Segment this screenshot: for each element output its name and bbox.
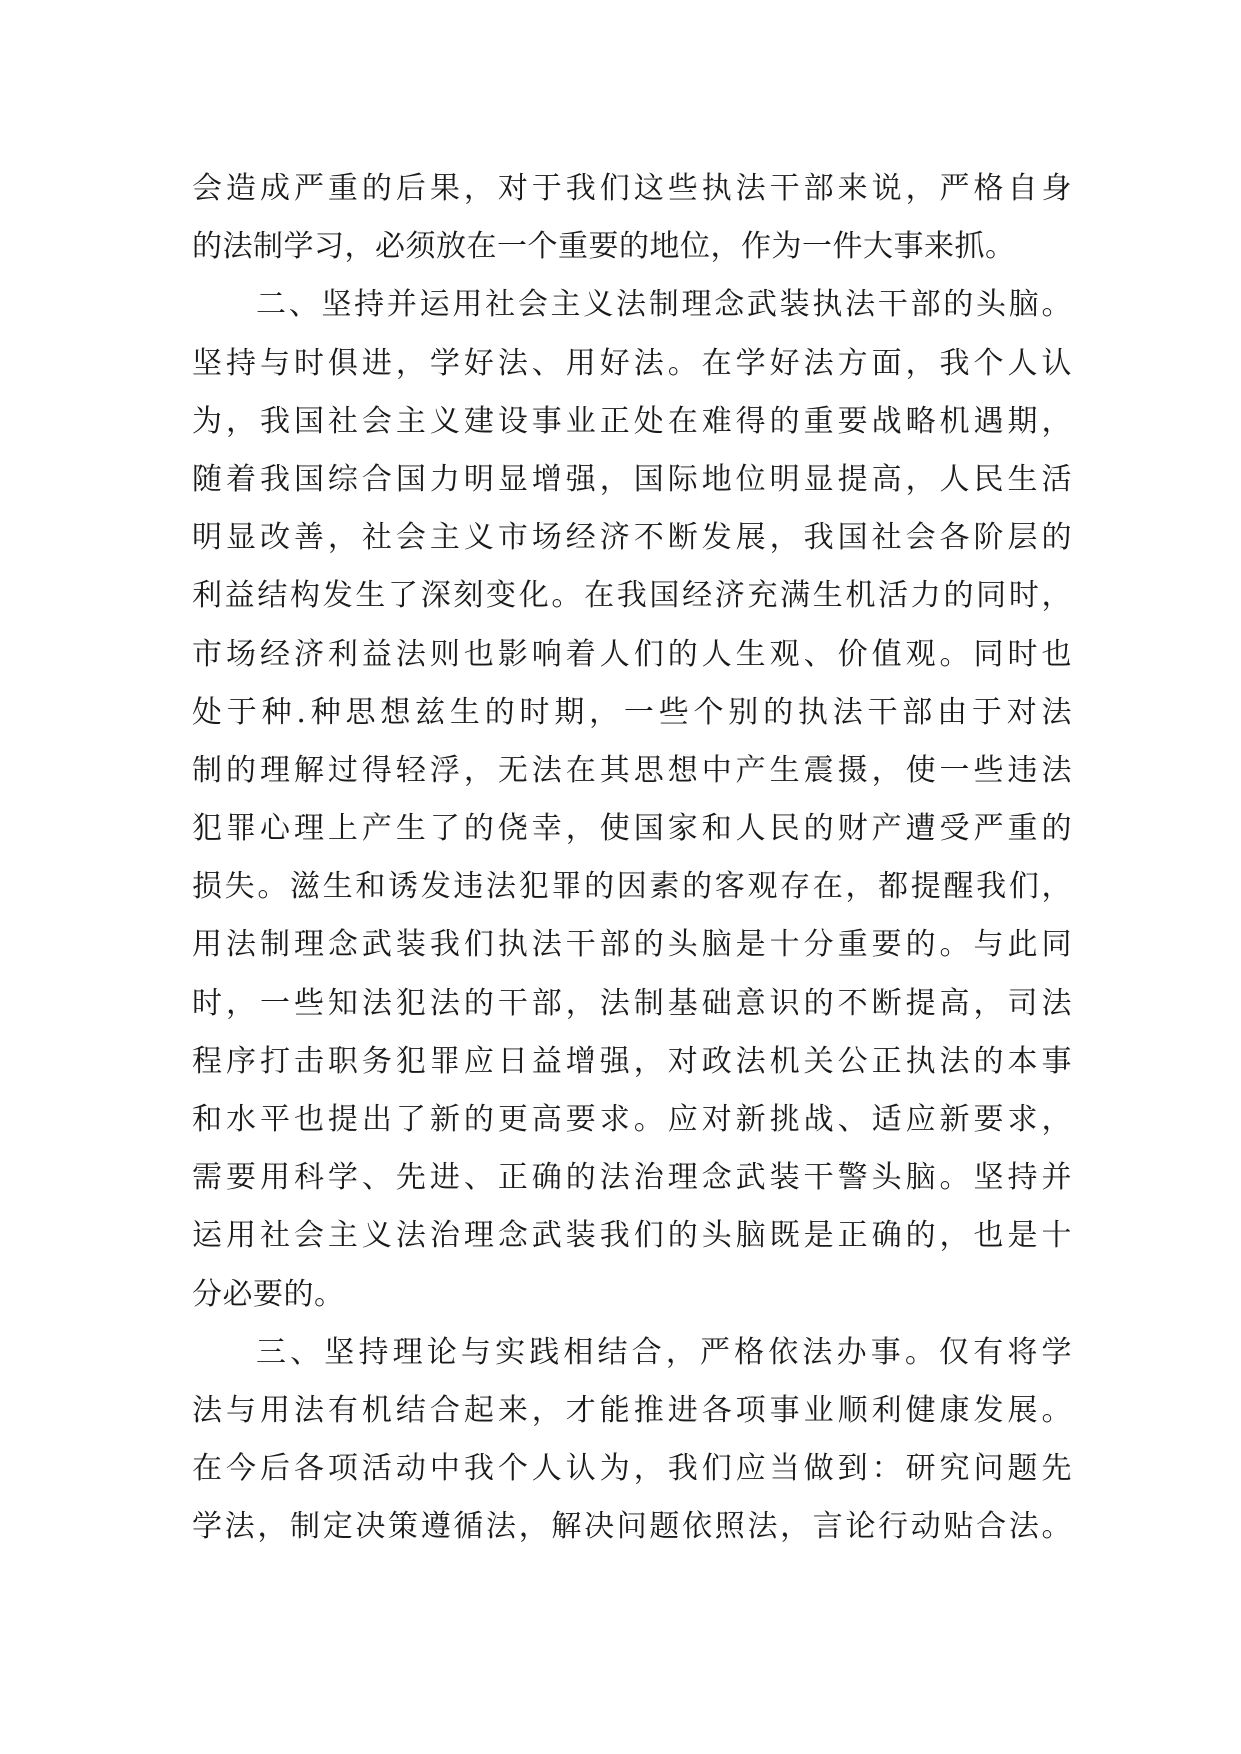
- text-line: 法与用法有机结合起来，才能推进各项事业顺利健康发展。: [192, 1392, 1072, 1428]
- text-line: 运用社会主义法治理念武装我们的头脑既是正确的，也是十: [192, 1218, 1072, 1254]
- text-line: 处于种.种思想兹生的时期，一些个别的执法干部由于对法: [192, 694, 1072, 730]
- text-line: 需要用科学、先进、正确的法治理念武装干警头脑。坚持并: [192, 1160, 1072, 1196]
- text-line: 制的理解过得轻浮，无法在其思想中产生震摄，使一些违法: [192, 752, 1072, 788]
- text-line: 用法制理念武装我们执法干部的头脑是十分重要的。与此同: [192, 927, 1072, 963]
- text-line: 的法制学习，必须放在一个重要的地位，作为一件大事来抓。: [192, 229, 1016, 265]
- text-line: 市场经济利益法则也影响着人们的人生观、价值观。同时也: [192, 636, 1072, 672]
- text-line: 三、坚持理论与实践相结合，严格依法办事。仅有将学: [256, 1334, 1072, 1370]
- text-line: 和水平也提出了新的更高要求。应对新挑战、适应新要求，: [192, 1102, 1072, 1137]
- body-text: [192, 160, 1072, 1557]
- text-line: 二、坚持并运用社会主义法制理念武装执法干部的头脑。: [256, 287, 1072, 323]
- text-line: 为，我国社会主义建设事业正处在难得的重要战略机遇期，: [192, 403, 1072, 439]
- text-line: 损失。滋生和诱发违法犯罪的因素的客观存在，都提醒我们，: [192, 869, 1072, 905]
- text-line: 学法，制定决策遵循法，解决问题依照法，言论行动贴合法。: [192, 1509, 1072, 1545]
- text-line: 犯罪心理上产生了的侥幸，使国家和人民的财产遭受严重的: [192, 811, 1072, 847]
- text-line: 分必要的。: [192, 1276, 345, 1312]
- text-line: 明显改善，社会主义市场经济不断发展，我国社会各阶层的: [192, 520, 1072, 556]
- text-line: 在今后各项活动中我个人认为，我们应当做到：研究问题先: [192, 1451, 1072, 1487]
- text-line: 会造成严重的后果，对于我们这些执法干部来说，严格自身: [192, 171, 1072, 206]
- text-line: 程序打击职务犯罪应日益增强，对政法机关公正执法的本事: [192, 1043, 1072, 1079]
- text-line: 时，一些知法犯法的干部，法制基础意识的不断提高，司法: [192, 985, 1072, 1021]
- text-line: 坚持与时俱进，学好法、用好法。在学好法方面，我个人认: [192, 345, 1072, 381]
- text-line: 利益结构发生了深刻变化。在我国经济充满生机活力的同时，: [192, 578, 1072, 614]
- text-line: 随着我国综合国力明显增强，国际地位明显提高，人民生活: [192, 461, 1072, 497]
